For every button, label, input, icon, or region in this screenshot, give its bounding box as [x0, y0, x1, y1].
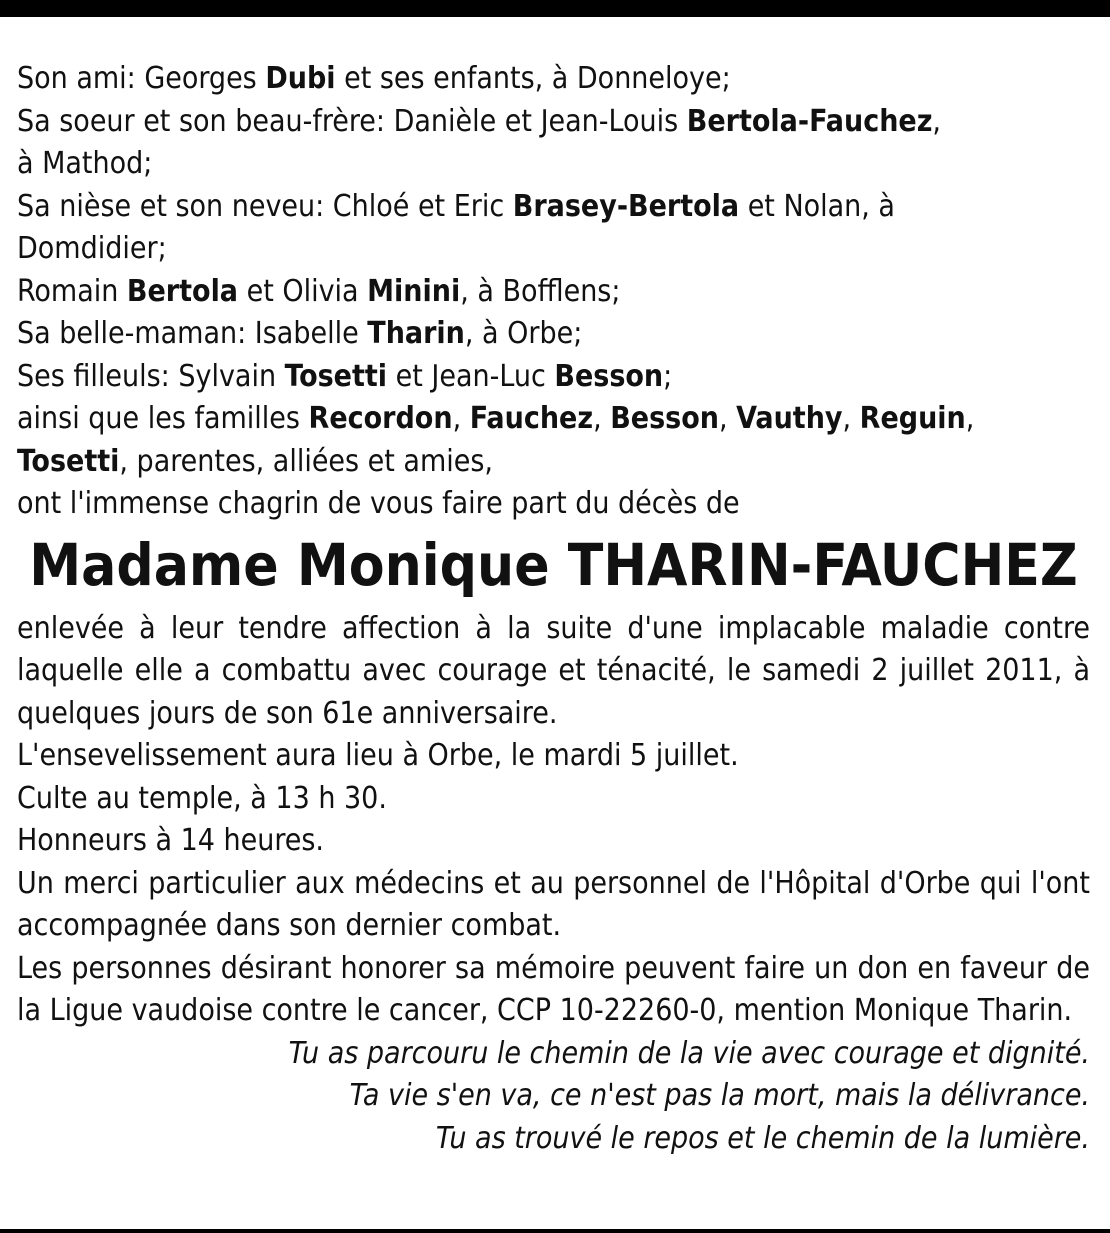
family-text: ainsi que les familles [17, 401, 309, 436]
obituary-notice [17, 58, 1090, 1160]
family-surname: Reguin [859, 401, 966, 436]
family-list [17, 58, 1090, 526]
family-text: et Jean-Luc [387, 358, 555, 394]
family-text: ; [663, 358, 673, 394]
family-text: et Nolan, à [739, 188, 895, 224]
family-surname: Bertola-Fauchez [686, 103, 933, 139]
family-text: , [718, 401, 737, 436]
family-line [17, 101, 1090, 144]
family-text: Domdidier; [17, 231, 167, 266]
family-text: , à Bofflens; [460, 273, 621, 309]
poem-line: Tu as parcouru le chemin de la vie avec courage et dignité. [288, 1035, 1090, 1071]
thanks-paragraph: Un merci particulier aux médecins et au personnel de l'Hôpital d'Orbe qui l'ont accompagnée dans son dernier combat. [17, 865, 1090, 943]
family-surname: Tharin [367, 316, 465, 351]
family-line [17, 271, 1090, 314]
family-surname: Brasey-Bertola [512, 188, 740, 224]
poem [17, 1033, 1090, 1161]
family-surname: Minini [367, 273, 461, 309]
poem-line: Tu as trouvé le repos et le chemin de la lumière. [435, 1120, 1090, 1156]
family-text: , à Orbe; [464, 316, 583, 351]
family-text: Sa soeur et son beau-frère: Danièle et Jean-Louis [17, 103, 687, 139]
bottom-rule [0, 1229, 1110, 1233]
affection-paragraph: enlevée à leur tendre affection à la suite d'une implacable maladie contre laquelle elle a combattu avec courage et ténacité, le samedi 2 juillet 2011, à quelques jours de son 61e anniversaire. [17, 610, 1090, 731]
family-text: à Mathod; [17, 146, 153, 181]
top-rule [0, 0, 1110, 17]
family-surname: Bertola [126, 273, 239, 309]
family-text: , [593, 401, 611, 436]
donation-paragraph: Les personnes désirant honorer sa mémoire peuvent faire un don en faveur de la Ligue vaudoise contre le cancer, CCP 10-22260-0, mention Monique Tharin. [17, 950, 1090, 1028]
family-text: , parentes, alliées et amies, [119, 443, 494, 479]
family-line [17, 441, 1090, 484]
family-text: et Olivia [238, 273, 368, 309]
family-surname: Fauchez [469, 401, 594, 436]
family-text: Sa nièse et son neveu: Chloé et Eric [17, 188, 513, 224]
poem-line: Ta vie s'en va, ce n'est pas la mort, mais la délivrance. [349, 1078, 1090, 1113]
family-surname: Tosetti [17, 443, 120, 479]
family-line [17, 58, 1090, 101]
family-text: , [965, 401, 975, 436]
family-line [17, 483, 1090, 526]
family-text: Romain [17, 273, 127, 309]
family-line [17, 313, 1090, 356]
deceased-name: Madame Monique THARIN-FAUCHEZ [29, 530, 1078, 599]
family-surname: Recordon [308, 401, 453, 436]
family-surname: Vauthy [736, 401, 843, 436]
family-line [17, 228, 1090, 271]
family-line [17, 356, 1090, 399]
family-text: ont l'immense chagrin de vous faire part du décès de [17, 486, 740, 521]
burial-line: L'ensevelissement aura lieu à Orbe, le mardi 5 juillet. [17, 738, 739, 773]
family-surname: Besson [554, 358, 664, 394]
family-line [17, 143, 1090, 186]
family-line [17, 186, 1090, 229]
family-text: Son ami: Georges [17, 61, 266, 96]
family-text: , [932, 103, 941, 139]
family-text: Ses filleuls: Sylvain [17, 358, 285, 394]
family-surname: Tosetti [284, 358, 388, 394]
family-surname: Dubi [265, 61, 336, 96]
service-line: Culte au temple, à 13 h 30. [17, 780, 387, 816]
family-text: et ses enfants, à Donneloye; [335, 61, 731, 96]
family-text: , [452, 401, 470, 436]
honours-line: Honneurs à 14 heures. [17, 823, 324, 858]
family-line [17, 398, 1090, 441]
family-surname: Besson [610, 401, 719, 436]
family-text: , [842, 401, 860, 436]
family-text: Sa belle-maman: Isabelle [17, 316, 368, 351]
